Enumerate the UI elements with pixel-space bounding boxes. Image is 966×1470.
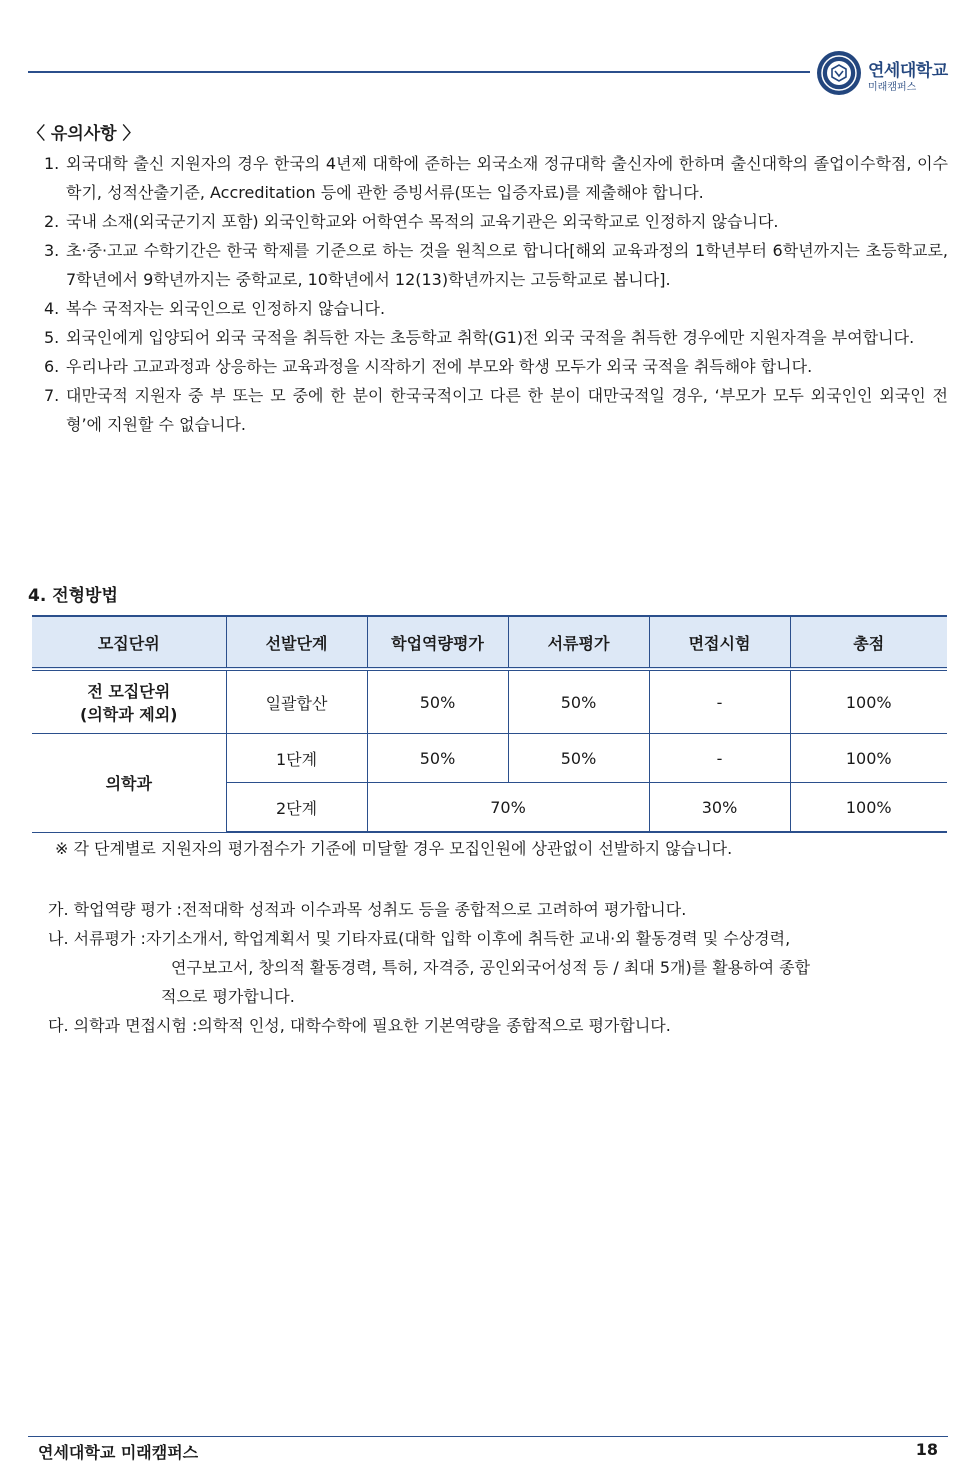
page-number: 18	[915, 1440, 938, 1459]
cell-unit-line1: 전 모집단위	[87, 682, 171, 701]
list-number: 3.	[44, 241, 60, 260]
cell-academic-document: 70%	[367, 783, 649, 833]
list-item	[44, 207, 948, 236]
list-text: 외국인에게 입양되어 외국 국적을 취득한 자는 초등학교 취학(G1)전 외국 국적을 취득한 경우에만 지원자격을 부여합니다.	[66, 328, 915, 347]
list-number: 6.	[44, 357, 60, 376]
cell-unit	[32, 669, 226, 734]
list-text: 초·중·고교 수학기간은 한국 학제를 기준으로 하는 것을 원칙으로 합니다[해외 교육과정의 1학년부터 6학년까지는 초등학교로, 7학년에서 9학년까지는 중학교로, 10학년에서 12(13)학년까지는 고등학교로 봅니다].	[66, 241, 948, 289]
header-stage: 선발단계	[226, 616, 367, 669]
cell-document: 50%	[508, 669, 649, 734]
cell-stage: 1단계	[226, 734, 367, 783]
cell-document: 50%	[508, 734, 649, 783]
list-number: 7.	[44, 386, 60, 405]
list-text: 국내 소재(외국군기지 포함) 외국인학교와 어학연수 목적의 교육기관은 외국학교로 인정하지 않습니다.	[66, 212, 779, 231]
table-header-row	[32, 616, 947, 669]
header-document: 서류평가	[508, 616, 649, 669]
section-4-title: 4. 전형방법	[28, 586, 118, 606]
header-academic: 학업역량평가	[367, 616, 508, 669]
list-text: 복수 국적자는 외국인으로 인정하지 않습니다.	[66, 299, 386, 318]
list-item	[48, 895, 948, 924]
header-unit: 모집단위	[32, 616, 226, 669]
evaluation-list	[48, 895, 948, 1040]
table-row	[32, 734, 947, 783]
eval-text-academic: 전적대학 성적과 이수과목 성취도 등을 종합적으로 고려하여 평가합니다.	[181, 900, 687, 919]
logo-campus: 미래캠퍼스	[868, 82, 917, 93]
footer-rule	[28, 1436, 948, 1437]
list-item	[48, 1011, 948, 1040]
notes-title: 〈 유의사항 〉	[28, 124, 140, 144]
cell-stage: 2단계	[226, 783, 367, 833]
list-text: 우리나라 고교과정과 상응하는 교육과정을 시작하기 전에 부모와 학생 모두가 외국 국적을 취득해야 합니다.	[66, 357, 813, 376]
list-item	[44, 149, 948, 207]
footer-university: 연세대학교 미래캠퍼스	[38, 1443, 199, 1462]
list-text: 대만국적 지원자 중 부 또는 모 중에 한 분이 한국국적이고 다른 한 분이 대만국적일 경우, ‘부모가 모두 외국인인 외국인 전형’에 지원할 수 없습니다.	[66, 386, 948, 434]
eval-text-interview: 의학적 인성, 대학수학에 필요한 기본역량을 종합적으로 평가합니다.	[197, 1016, 671, 1035]
header-interview: 면접시험	[649, 616, 790, 669]
list-item	[44, 381, 948, 439]
list-item	[44, 352, 948, 381]
list-item	[48, 924, 948, 953]
cell-stage: 일괄합산	[226, 669, 367, 734]
cell-academic: 50%	[367, 669, 508, 734]
table-row	[32, 669, 947, 734]
cell-total: 100%	[790, 734, 947, 783]
list-text: 외국대학 출신 지원자의 경우 한국의 4년제 대학에 준하는 외국소재 정규대학 출신자에 한하며 출신대학의 졸업이수학점, 이수학기, 성적산출기준, Accreditation 등에 관한 증빙서류(또는 입증자료)를 제출해야 합니다.	[66, 154, 948, 202]
selection-method-table	[32, 615, 947, 833]
list-item	[44, 236, 948, 294]
cell-total: 100%	[790, 669, 947, 734]
cell-unit-line2: (의학과 제외)	[80, 705, 178, 724]
cell-unit: 의학과	[32, 734, 226, 833]
logo-name: 연세대학교	[868, 61, 948, 81]
eval-label-document: 나. 서류평가 :	[48, 929, 146, 948]
list-number: 1.	[44, 154, 60, 173]
list-number: 5.	[44, 328, 60, 347]
eval-text-document: 자기소개서, 학업계획서 및 기타자료(대학 입학 이후에 취득한 교내·외 활동경력 및 수상경력,	[145, 929, 791, 948]
header-rule	[28, 71, 810, 73]
university-logo	[816, 50, 956, 98]
cell-interview: 30%	[649, 783, 790, 833]
notes-list	[44, 149, 948, 439]
eval-text-document-cont	[48, 953, 948, 1011]
list-number: 4.	[44, 299, 60, 318]
list-item	[44, 294, 948, 323]
header-total: 총점	[790, 616, 947, 669]
list-number: 2.	[44, 212, 60, 231]
eval-label-interview: 다. 의학과 면접시험 :	[48, 1016, 198, 1035]
table-note: ※ 각 단계별로 지원자의 평가점수가 기준에 미달할 경우 모집인원에 상관없이 선발하지 않습니다.	[55, 839, 733, 858]
eval-text-document-line2: 연구보고서, 창의적 활동경력, 특허, 자격증, 공인외국어성적 등 / 최대 5개)를 활용하여 종합	[171, 958, 811, 977]
cell-total: 100%	[790, 783, 947, 833]
cell-interview: -	[649, 734, 790, 783]
eval-label-academic: 가. 학업역량 평가 :	[48, 900, 182, 919]
cell-academic: 50%	[367, 734, 508, 783]
list-item	[44, 323, 948, 352]
eval-text-document-line3: 적으로 평가합니다.	[161, 987, 295, 1006]
cell-interview: -	[649, 669, 790, 734]
university-seal-icon	[816, 50, 862, 96]
